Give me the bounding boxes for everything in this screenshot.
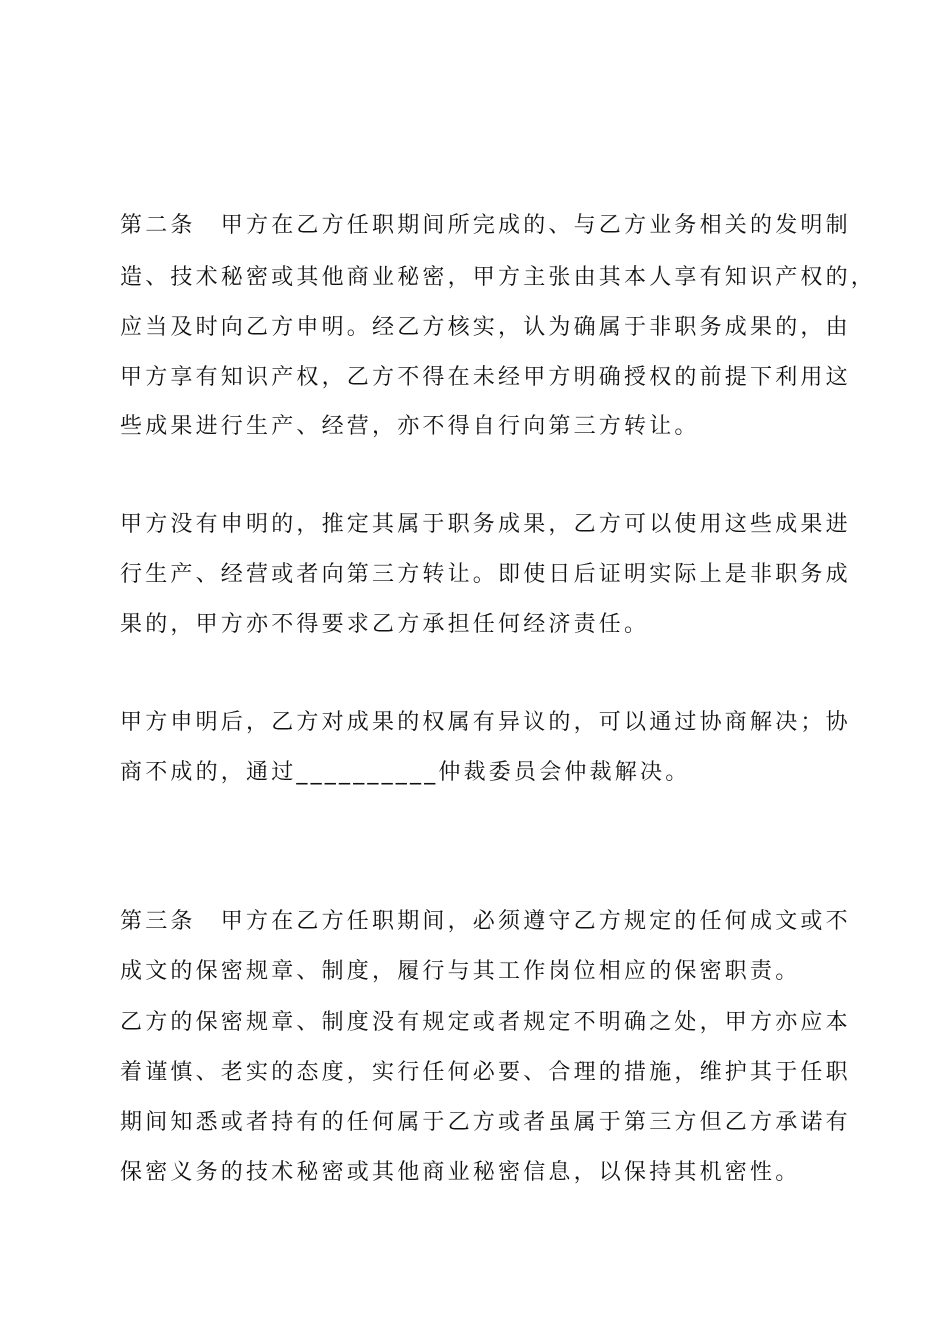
paragraph-undeclared-line-2: 行生产、经营或者向第三方转让。即使日后证明实际上是非职务成 — [120, 562, 851, 587]
article-2-line-2: 造、技术秘密或其他商业秘密，甲方主张由其本人享有知识产权的， — [120, 265, 877, 290]
article-3-line-2: 成文的保密规章、制度，履行与其工作岗位相应的保密职责。 — [120, 959, 801, 984]
paragraph-dispute-line-1: 甲方申明后，乙方对成果的权属有异议的，可以通过协商解决；协 — [120, 710, 851, 735]
article-3-line-5: 期间知悉或者持有的任何属于乙方或者虽属于第三方但乙方承诺有 — [120, 1110, 851, 1135]
paragraph-undeclared-line-1: 甲方没有申明的，推定其属于职务成果，乙方可以使用这些成果进 — [120, 512, 851, 537]
article-3-line-3: 乙方的保密规章、制度没有规定或者规定不明确之处，甲方亦应本 — [120, 1010, 851, 1035]
article-2-line-4: 甲方享有知识产权，乙方不得在未经甲方明确授权的前提下利用这 — [120, 365, 851, 390]
paragraph-undeclared-line-3: 果的，甲方亦不得要求乙方承担任何经济责任。 — [120, 612, 650, 637]
article-2-line-5: 些成果进行生产、经营，亦不得自行向第三方转让。 — [120, 414, 700, 439]
article-3-line-6: 保密义务的技术秘密或其他商业秘密信息，以保持其机密性。 — [120, 1160, 801, 1185]
article-2-line-3: 应当及时向乙方申明。经乙方核实，认为确属于非职务成果的，由 — [120, 315, 851, 340]
article-3-line-1: 第三条 甲方在乙方任职期间，必须遵守乙方规定的任何成文或不 — [120, 909, 851, 934]
paragraph-dispute-line-2: 商不成的，通过__________仲裁委员会仲裁解决。 — [120, 760, 691, 785]
article-2-line-1: 第二条 甲方在乙方任职期间所完成的、与乙方业务相关的发明制 — [120, 213, 851, 238]
article-3-line-4: 着谨慎、老实的态度，实行任何必要、合理的措施，维护其于任职 — [120, 1060, 851, 1085]
